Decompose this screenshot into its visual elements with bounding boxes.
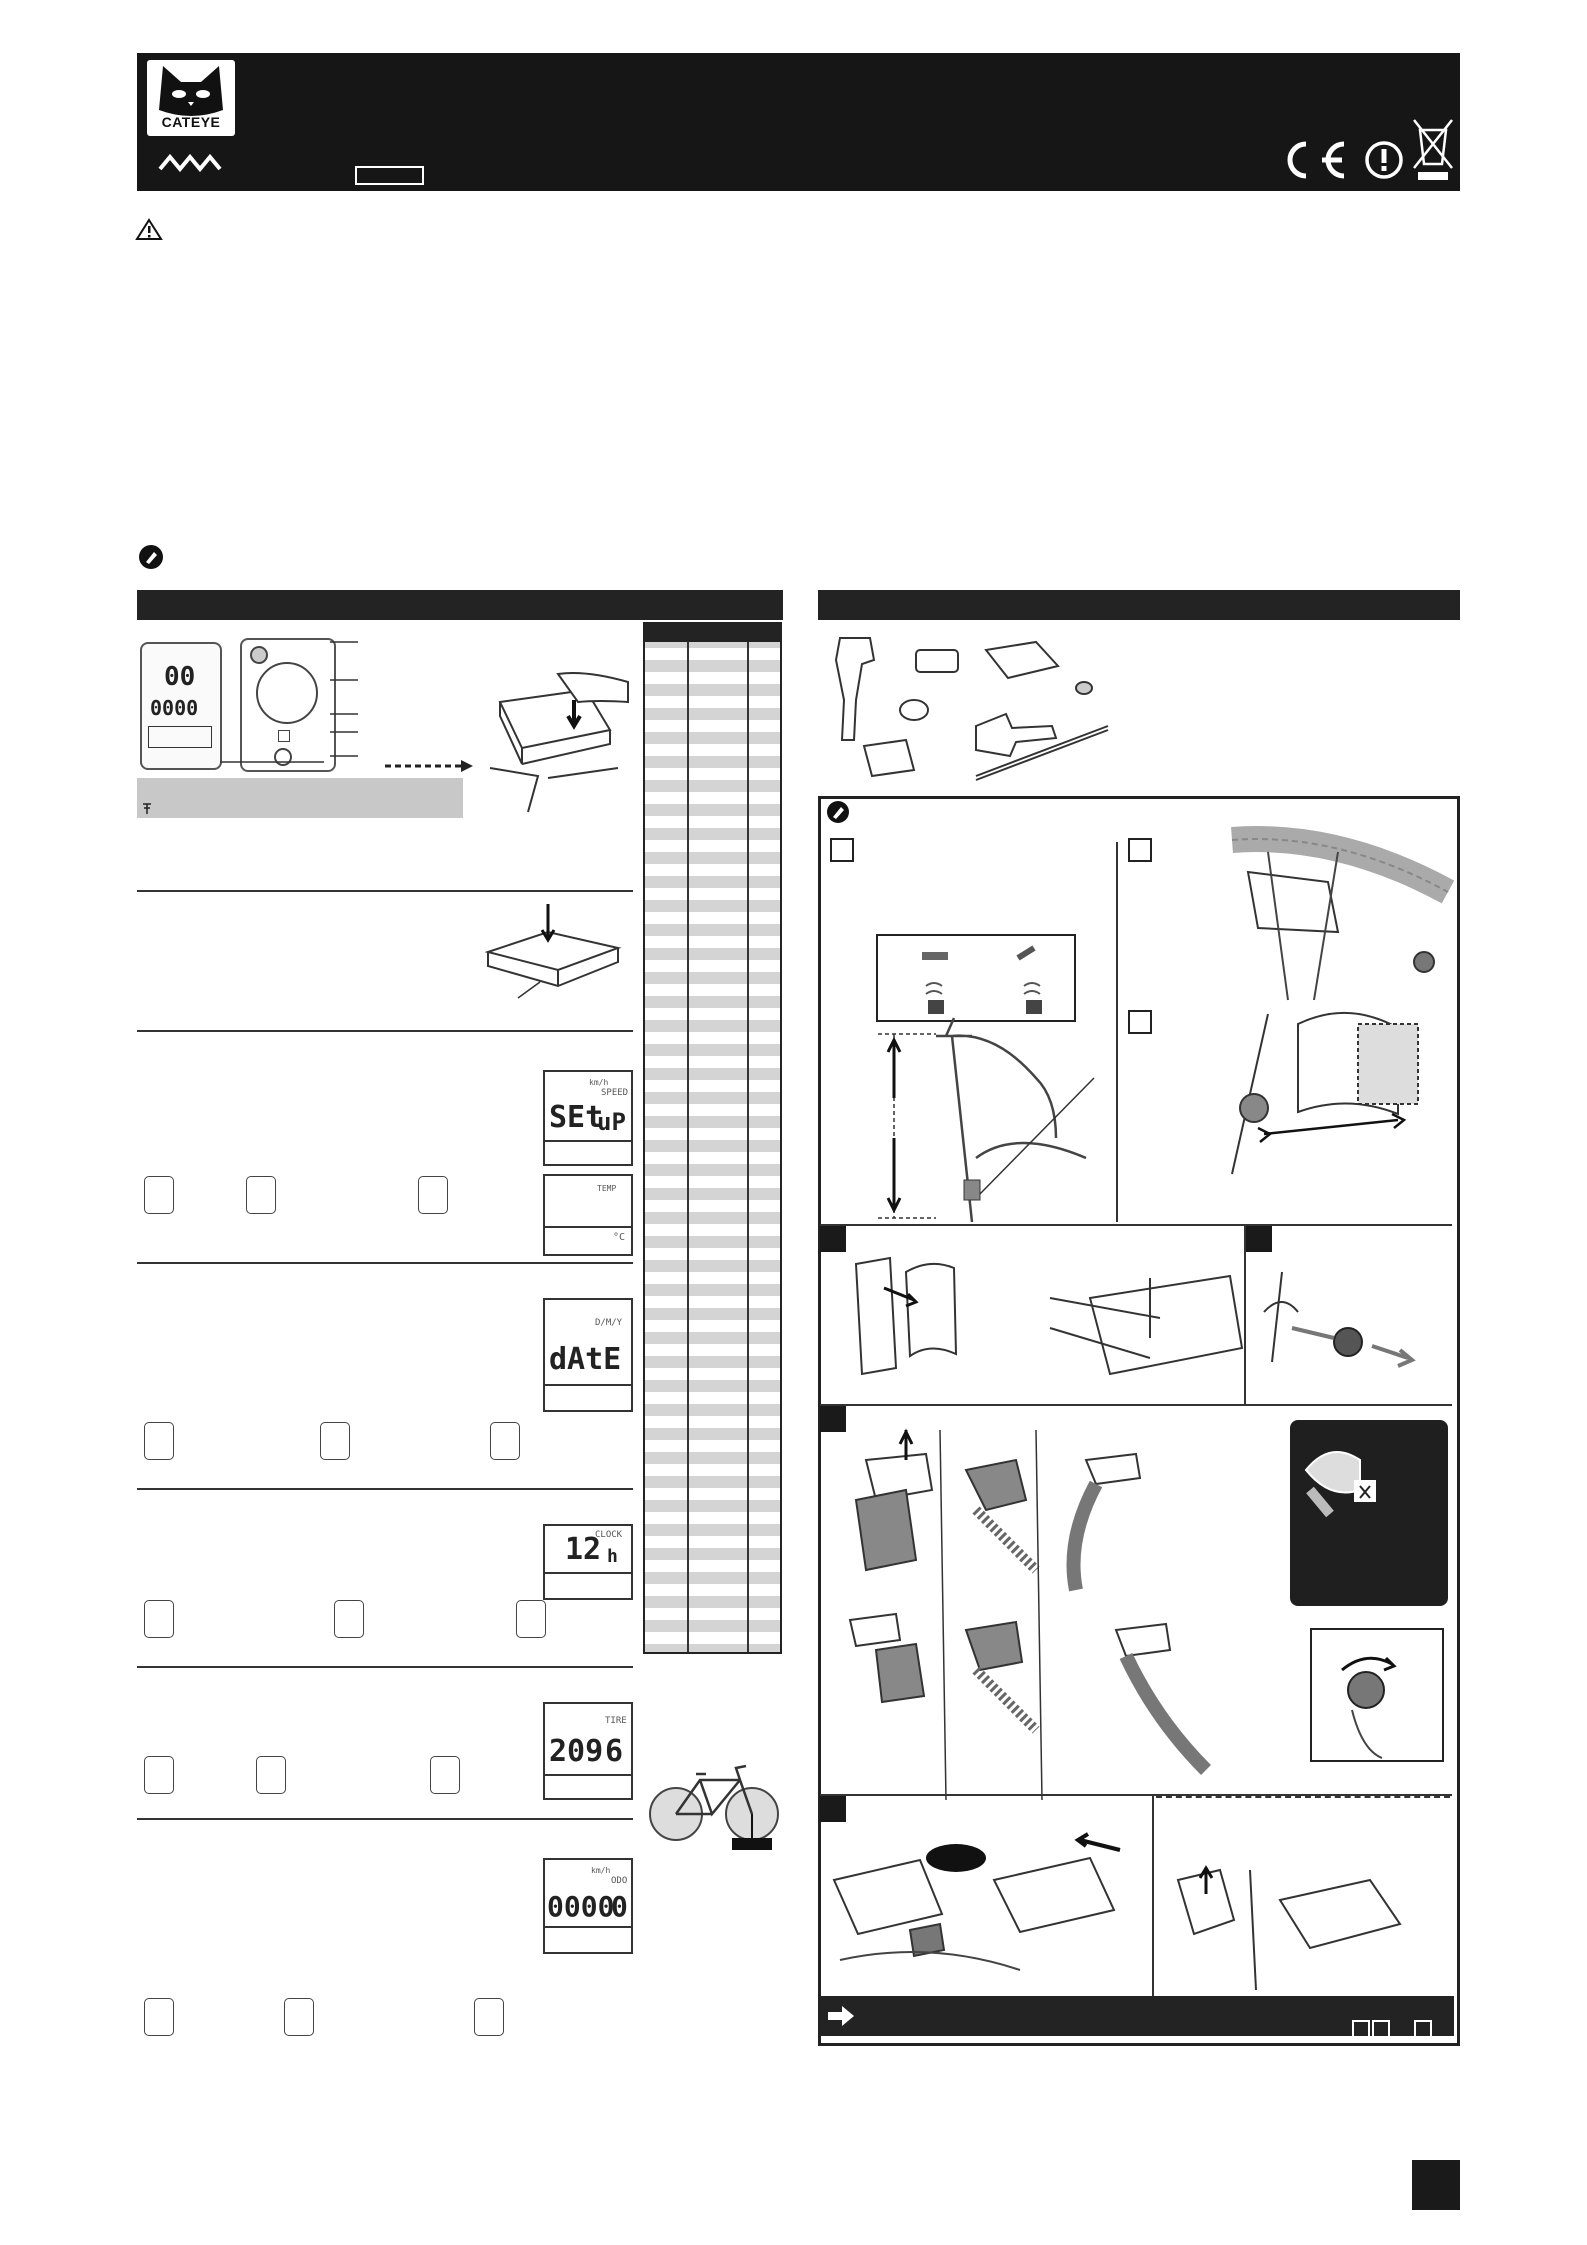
lcd-temp [543,1174,633,1256]
mount-press-illustration [478,672,628,822]
computer-back-illustration [240,638,336,772]
lcd-setup-text-2: uP [597,1108,626,1136]
v-divider-2 [1244,1226,1246,1404]
lcd-tire-last-digit: 6 [605,1734,624,1769]
sensor-press-illustration [478,902,628,1002]
lcd-clock-label: CLOCK [595,1530,623,1540]
info-gray-box [137,778,463,818]
lcd-odo-label: ODO [611,1876,628,1886]
tire-size-table [643,622,782,1654]
step-checkbox-b [1128,838,1152,862]
bicycle-icon [648,1758,780,1850]
device-press-mode-4 [144,1756,174,1794]
tire-table-col-2 [747,642,749,1652]
header-bar [137,53,1460,191]
left-section-bar [137,590,783,620]
lcd-temp-label: TEMP [597,1184,617,1193]
weee-bin-icon [1412,118,1454,182]
lcd-odo-value: 0000 [547,1890,615,1923]
device-hold-mode-1 [246,1176,276,1214]
sensor-signal-icon [141,800,153,816]
dotted-arrow [385,760,475,772]
divider-3 [137,1262,633,1264]
tighten-icon [1312,1630,1442,1760]
step-number-1 [820,1226,846,1252]
bracket-mount-illustration [836,1430,1286,1800]
lcd-date-bottom [545,1384,631,1412]
lcd-clock-unit: h [607,1546,618,1567]
device-press-mode-3 [144,1600,174,1638]
step-number-4 [820,1796,846,1822]
page-corner-block [1412,2160,1460,2210]
step-checkbox-a [830,838,854,862]
lcd-tire-label: TIRE [605,1716,627,1726]
lcd-setup-label: SPEED [601,1088,629,1098]
cat-face-icon [147,60,235,116]
lcd-setup [543,1070,633,1166]
step-number-2 [1246,1226,1272,1252]
step-number-3 [820,1406,846,1432]
computer-remove-illustration [1160,1850,1450,1990]
divider-4 [137,1488,633,1490]
device-press-ac-5 [474,1998,504,2036]
bracket-tighten-inset [1310,1628,1444,1762]
device-press-ac-3 [516,1600,546,1638]
lcd-tire [543,1702,633,1800]
device-press-ac-2 [490,1422,520,1460]
ac-button [278,730,290,742]
sensor-gap-illustration [1228,1004,1452,1180]
vertical-divider [1116,842,1118,1222]
battery-cover [256,662,318,724]
magnet-install-illustration [1252,1262,1452,1392]
device-press-mode-5 [144,1998,174,2036]
sensor-strap-illustration [850,1258,1240,1398]
bike-frame-illustration [876,1018,1116,1222]
h-divider-1 [820,1224,1452,1226]
lcd-temp-unit: °C [613,1232,626,1243]
lcd-unit: km/h [589,1078,609,1087]
lcd-clock [543,1524,633,1600]
divider-2 [137,1030,633,1032]
ref-box-3 [1414,2020,1432,2038]
scissors-icon [1290,1420,1448,1606]
battery-cover-small [250,646,268,664]
device-press-ac-1 [418,1176,448,1214]
main-display-odo: 0000 [150,696,199,720]
sensor-inset-box [876,934,1076,1022]
device-hold-mode-5 [284,1998,314,2036]
lcd-temp-bottom [545,1226,631,1256]
lcd-date [543,1298,633,1412]
device-hold-mode-3 [334,1600,364,1638]
computer-front-illustration [140,642,222,770]
device-press-mode-1 [144,1176,174,1214]
sensor-options-icon [878,936,1074,1020]
h-divider-2 [820,1404,1452,1406]
wave-icon [158,153,224,175]
warning-triangle-icon [136,218,162,240]
ref-box-2 [1372,2020,1390,2038]
right-arrow-icon [826,2004,856,2028]
lcd-clock-big: 12 [565,1532,602,1567]
lcd-clock-bottom [545,1572,631,1600]
main-display-lower [148,726,212,748]
tire-table-col-1 [687,642,689,1652]
lcd-setup-bottom [545,1140,631,1166]
device-hold-mode-4 [256,1756,286,1794]
cutting-note-box [1290,1420,1448,1606]
lcd-odo-bottom [545,1926,631,1954]
step-checkbox-c [1128,1010,1152,1034]
device-press-mode-2 [144,1422,174,1460]
computer-attach-illustration [830,1830,1150,1990]
v-divider-3 [1152,1796,1154,1996]
lcd-date-text: dAtE [549,1342,622,1377]
right-section-bar [818,590,1460,620]
lcd-odo-unit: km/h [591,1866,611,1875]
alert-circle-icon [1364,140,1404,180]
divider-5 [137,1666,633,1668]
lcd-odo-last-digit: 0 [611,1890,628,1923]
divider-6 [137,1818,633,1820]
pencil-note-icon [138,544,164,570]
main-display-speed: 00 [164,662,196,692]
callout-lines-bottom [214,760,334,774]
callout-lines [330,640,360,760]
pencil-note-icon-2 [826,800,850,824]
brand-name: CATEYE [161,114,221,130]
dashed-divider [1156,1796,1450,1798]
parts-illustration [826,630,1126,790]
ce-mark-icon [1278,138,1358,182]
device-press-ac-4 [430,1756,460,1794]
header-empty-box [355,166,424,185]
lcd-setup-text: SEt [549,1100,604,1135]
lcd-odo [543,1858,633,1954]
ref-box-1 [1352,2020,1370,2038]
lcd-tire-value: 209 [549,1734,604,1769]
lcd-tire-bottom [545,1774,631,1800]
divider-1 [137,890,633,892]
tire-table-header [645,624,780,642]
wheel-magnet-illustration [1228,832,1452,1000]
device-hold-mode-2 [320,1422,350,1460]
lcd-date-label: D/M/Y [595,1318,623,1328]
